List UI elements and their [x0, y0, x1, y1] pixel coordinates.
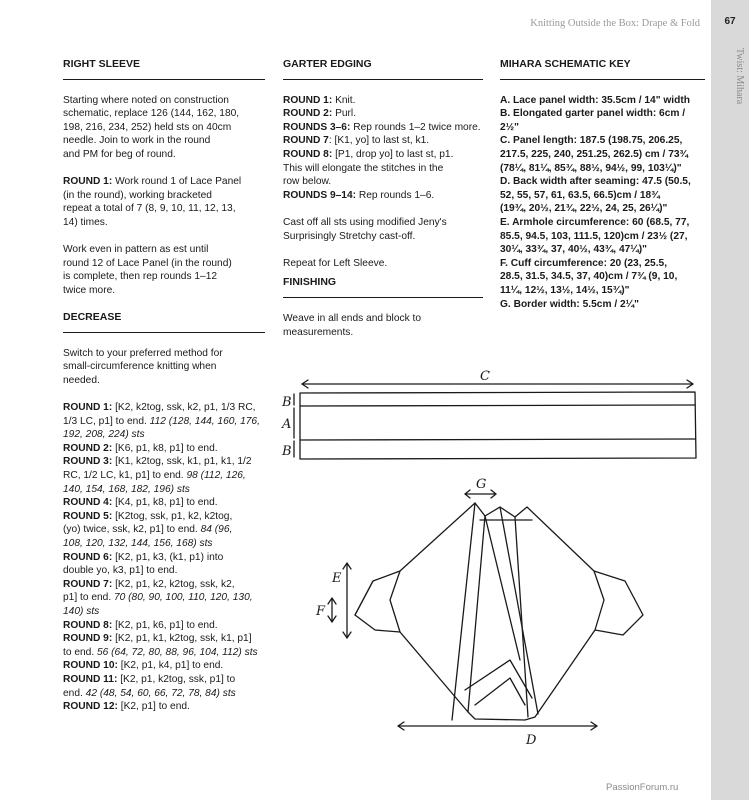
decrease-round: ROUND 4: [K4, p1, k8, p1] to end.	[63, 497, 218, 509]
stitch-count: 140, 154, 168, 182, 196) sts	[63, 483, 190, 495]
column-right	[500, 58, 705, 311]
label-b-bottom: B	[282, 444, 292, 459]
round-label: ROUND 2:	[63, 442, 113, 454]
decrease-round: ROUND 8: [K2, p1, k6, p1] to end.	[63, 619, 218, 631]
garter-round-line: row below.	[283, 176, 332, 188]
round-label: ROUND 2:	[283, 108, 333, 120]
round-label: ROUND 10:	[63, 660, 118, 672]
stitch-count: 84 (96,	[200, 524, 233, 536]
decrease-rounds-list	[63, 401, 265, 714]
label-a: A	[282, 417, 292, 432]
key-line: 30¼, 33¾, 37, 40½, 43¾, 47¼)"	[500, 244, 647, 256]
round-label: ROUND 5:	[63, 510, 113, 522]
round-label: ROUND 11:	[63, 673, 118, 685]
key-line: 85.5, 94.5, 103, 111.5, 120)cm / 23½ (27,	[500, 230, 688, 242]
stitch-count: 98 (112, 126,	[186, 470, 246, 482]
round-label: ROUND 7:	[63, 578, 113, 590]
finishing-text: Weave in all ends and block to measurements.	[283, 312, 421, 338]
round-label: ROUNDS 9–14:	[283, 189, 357, 201]
right-sleeve-even: Work even in pattern as est until round 12 of Lace Panel (in the round) is complete, then rep rounds 1–12 twice more.	[63, 244, 232, 296]
page-number: 67	[724, 16, 736, 27]
garter-round-line: ROUND 8: [P1, drop yo] to last st, p1.	[283, 148, 454, 160]
finishing-title: FINISHING	[283, 276, 483, 298]
repeat-text: Repeat for Left Sleeve.	[283, 257, 388, 269]
decrease-round: ROUND 7: [K2, p1, k2, k2tog, ssk, k2, p1] to end. 70 (80, 90, 100, 110, 120, 130, 140) sts	[63, 578, 253, 617]
key-line: (19¾, 20½, 21¾, 22½, 24, 25, 26¼)"	[500, 203, 668, 215]
column-middle	[283, 58, 483, 353]
stitch-count: 112 (128, 144, 160, 176,	[149, 415, 260, 427]
dimension-arrow-e	[343, 563, 351, 638]
key-line: 11¼, 12½, 13½, 14½, 15¾)"	[500, 284, 630, 296]
right-sleeve-round1: ROUND 1: Work round 1 of Lace Panel (in the round), working bracketed repeat a total of 7 (8, 9, 10, 11, 12, 13, 14) times.	[63, 176, 242, 228]
key-line: A. Lace panel width: 35.5cm / 14" width	[500, 94, 690, 106]
schematic-key-title: MIHARA SCHEMATIC KEY	[500, 58, 705, 80]
garter-round-line: This will elongate the stitches in the	[283, 162, 444, 174]
decrease-intro: Switch to your preferred method for small-circumference knitting when needed.	[63, 347, 223, 386]
key-line: 52, 55, 57, 61, 63.5, 66.5)cm / 18¾	[500, 189, 660, 201]
key-line: F. Cuff circumference: 20 (23, 25.5,	[500, 257, 668, 269]
decrease-round: ROUND 6: [K2, p1, k3, (k1, p1) into double yo, k3, p1] to end.	[63, 551, 224, 577]
mihara-schematic	[270, 360, 710, 770]
garter-rounds-list	[283, 94, 483, 203]
decrease-round: ROUND 3: [K1, k2tog, ssk, k1, p1, k1, 1/2 RC, 1/2 LC, k1, p1] to end. 98 (112, 126, 140, 154, 168, 182, 196) sts	[63, 456, 252, 495]
right-sleeve-intro: Starting where noted on construction schematic, replace 126 (144, 162, 180, 198, 216, 234, 252) held sts on 40cm needle. Join to work in the round and PM for beg of round.	[63, 94, 240, 160]
decrease-round: ROUND 10: [K2, p1, k4, p1] to end.	[63, 660, 224, 672]
dimension-arrow-d	[398, 722, 597, 730]
cast-off-text: Cast off all sts using modified Jeny's Surprisingly Stretchy cast-off.	[283, 216, 447, 242]
garter-round-line: ROUNDS 3–6: Rep rounds 1–2 twice more.	[283, 121, 481, 133]
label-g: G	[476, 477, 487, 492]
decrease-round: ROUND 12: [K2, p1] to end.	[63, 701, 190, 713]
decrease-round: ROUND 2: [K6, p1, k8, p1] to end.	[63, 442, 218, 454]
key-line: 28.5, 31.5, 34.5, 37, 40)cm / 7¾ (9, 10,	[500, 271, 678, 283]
round-label: ROUND 3:	[63, 456, 113, 468]
key-line: D. Back width after seaming: 47.5 (50.5,	[500, 176, 691, 188]
round-label: ROUND 4:	[63, 497, 113, 509]
decrease-round: ROUND 1: [K2, k2tog, ssk, k2, p1, 1/3 RC, 1/3 LC, p1] to end. 112 (128, 144, 160, 176, 192, 208, 224) sts	[63, 402, 260, 441]
stitch-count: 56 (64, 72, 80, 88, 96, 104, 112) sts	[97, 646, 258, 658]
label-f: F	[316, 604, 326, 619]
round-label: ROUND 12:	[63, 701, 118, 713]
garment-outline	[355, 503, 643, 720]
round-label: ROUND 1:	[283, 94, 333, 106]
label-c: C	[480, 369, 490, 384]
decrease-title: DECREASE	[63, 311, 265, 333]
stitch-count: 70 (80, 90, 100, 110, 120, 130,	[113, 592, 253, 604]
page-sidebar	[711, 0, 749, 800]
round-label: ROUND 6:	[63, 551, 113, 563]
label-d: D	[526, 733, 537, 748]
garter-round-line: ROUND 1: Knit.	[283, 94, 356, 106]
garter-round-line: ROUND 7: [K1, yo] to last st, k1.	[283, 135, 430, 147]
decrease-round: ROUND 9: [K2, p1, k1, k2tog, ssk, k1, p1] to end. 56 (64, 72, 80, 88, 96, 104, 112) sts	[63, 633, 258, 658]
decrease-round: ROUND 5: [K2tog, ssk, p1, k2, k2tog, (yo) twice, ssk, k2, p1] to end. 84 (96, 108, 120, 132, 144, 156, 168) sts	[63, 510, 233, 549]
round-label: ROUND 1:	[63, 402, 113, 414]
section-label: Twist: Mihara	[734, 48, 745, 105]
garter-edging-title: GARTER EDGING	[283, 58, 483, 80]
round-label: ROUND 8:	[63, 619, 113, 631]
round-label: ROUND 9:	[63, 633, 113, 645]
stitch-count: 108, 120, 132, 144, 156, 168) sts	[63, 538, 213, 549]
key-line: C. Panel length: 187.5 (198.75, 206.25,	[500, 135, 683, 147]
label-b-top: B	[282, 395, 292, 410]
stitch-count: 140) sts	[63, 605, 100, 617]
schematic-key-list	[500, 94, 705, 312]
key-line: B. Elongated garter panel width: 6cm / 2½"	[500, 108, 686, 133]
round-label: ROUNDS 3–6:	[283, 121, 351, 133]
label-e: E	[332, 571, 342, 586]
running-header: Knitting Outside the Box: Drape & Fold	[530, 18, 700, 29]
round-label: ROUND 7	[283, 135, 329, 147]
key-line: G. Border width: 5.5cm / 2¼"	[500, 298, 639, 310]
key-line: E. Armhole circumference: 60 (68.5, 77,	[500, 216, 690, 228]
key-line: 217.5, 225, 240, 251.25, 262.5) cm / 73¾	[500, 148, 689, 160]
dimension-arrow-c	[302, 380, 693, 388]
right-sleeve-title: RIGHT SLEEVE	[63, 58, 265, 80]
round-label: ROUND 8:	[283, 148, 333, 160]
key-line: (78¼, 81¼, 85¾, 88½, 94½, 99, 103¼)"	[500, 162, 682, 174]
dimension-arrow-f	[328, 598, 336, 622]
garter-round-line: ROUNDS 9–14: Rep rounds 1–6.	[283, 189, 435, 201]
column-left	[63, 58, 265, 714]
decrease-round: ROUND 11: [K2, p1, k2tog, ssk, p1] to end. 42 (48, 54, 60, 66, 72, 78, 84) sts	[63, 673, 236, 699]
stitch-count: 42 (48, 54, 60, 66, 72, 78, 84) sts	[85, 687, 236, 699]
stitch-count: 192, 208, 224) sts	[63, 429, 145, 441]
garter-round-line: ROUND 2: Purl.	[283, 108, 357, 120]
panel-rectangle	[300, 392, 696, 459]
watermark: PassionForum.ru	[606, 782, 679, 793]
